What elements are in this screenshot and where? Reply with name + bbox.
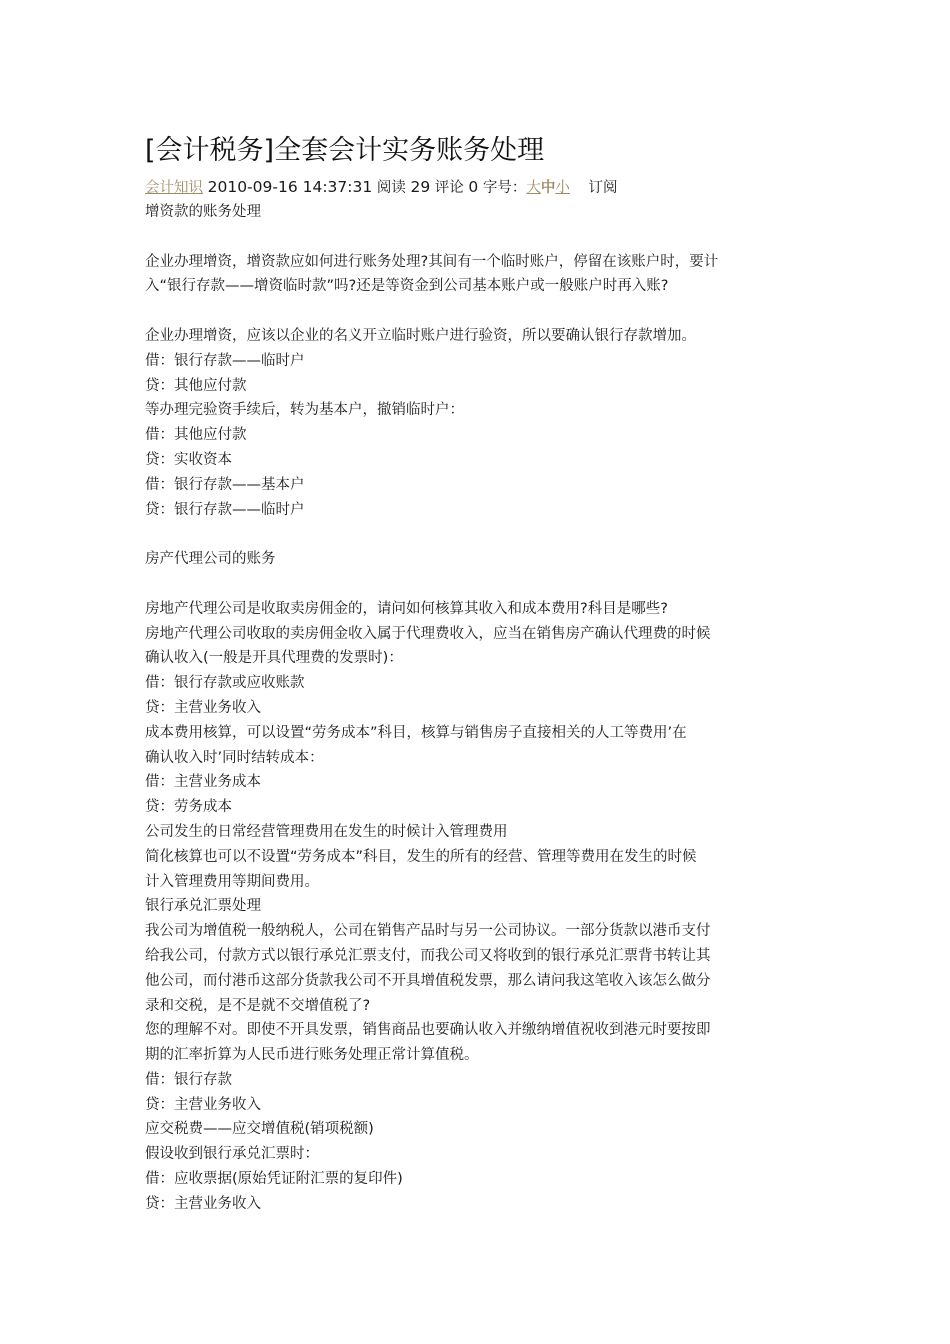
body-line: 贷：主营业务收入 xyxy=(145,1096,261,1113)
body-line: 公司发生的日常经营管理费用在发生的时候计入管理费用 xyxy=(145,823,508,840)
article-title: [会计税务]全套会计实务账务处理 xyxy=(145,135,545,166)
body-line: 等办理完验资手续后，转为基本户，撤销临时户： xyxy=(145,402,464,419)
body-line: 确认收入(一般是开具代理费的发票时)： xyxy=(145,650,403,667)
body-line: 借：主营业务成本 xyxy=(145,774,261,791)
body-line: 贷：其他应付款 xyxy=(145,377,247,394)
body-line: 借：银行存款 xyxy=(145,1071,232,1088)
section-heading: 银行承兑汇票处理 xyxy=(145,898,261,915)
body-line: 贷：主营业务收入 xyxy=(145,1195,261,1212)
section-heading: 房产代理公司的账务 xyxy=(145,551,276,568)
body-line: 贷：劳务成本 xyxy=(145,799,232,816)
body-line: 贷：银行存款——临时户 xyxy=(145,501,305,518)
article-body xyxy=(145,200,810,1217)
body-line: 计入管理费用等期间费用。 xyxy=(145,873,319,890)
body-line: 借：银行存款或应收账款 xyxy=(145,675,305,692)
body-line: 期的汇率折算为人民币进行账务处理正常计算值税。 xyxy=(145,1047,479,1064)
body-line: 他公司，而付港币这部分货款我公司不开具增值税发票，那么请问我这笔收入该怎么做分 xyxy=(145,972,711,989)
font-size-label: 字号： xyxy=(482,180,527,196)
comment-label: 评论 xyxy=(434,180,464,196)
body-line: 入“银行存款——增资临时款”吗?还是等资金到公司基本账户或一般账户时再入账? xyxy=(145,278,669,295)
blank-line xyxy=(145,299,810,324)
blank-line xyxy=(145,572,810,597)
body-line: 借：银行存款——基本户 xyxy=(145,476,305,493)
body-line: 假设收到银行承兑汇票时： xyxy=(145,1146,319,1163)
comment-count: 0 xyxy=(468,178,479,196)
body-line: 录和交税，是不是就不交增值税了? xyxy=(145,997,371,1014)
body-line: 企业办理增资，应该以企业的名义开立临时账户进行验资，所以要确认银行存款增加。 xyxy=(145,327,696,344)
font-size-mid-link[interactable]: 中 xyxy=(540,180,556,196)
body-line: 借：应收票据(原始凭证附汇票的复印件) xyxy=(145,1171,403,1188)
body-line: 应交税费——应交增值税(销项税额) xyxy=(145,1121,374,1138)
read-count: 29 xyxy=(410,178,431,196)
body-line: 您的理解不对。即使不开具发票，销售商品也要确认收入并缴纳增值祝收到港元时要按即 xyxy=(145,1022,711,1039)
blank-line xyxy=(145,225,810,250)
body-line: 简化核算也可以不设置“劳务成本”科目，发生的所有的经营、管理等费用在发生的时候 xyxy=(145,848,697,865)
body-line: 房地产代理公司是收取卖房佣金的，请问如何核算其收入和成本费用?科目是哪些? xyxy=(145,600,668,617)
body-line: 成本费用核算，可以设置“劳务成本”科目，核算与销售房子直接相关的人工等费用’在 xyxy=(145,724,687,741)
article-meta xyxy=(145,176,618,199)
font-size-big-link[interactable]: 大 xyxy=(526,180,541,196)
body-line: 我公司为增值税一般纳税人，公司在销售产品时与另一公司协议。一部分货款以港币支付 xyxy=(145,923,711,940)
body-line: 借：银行存款——临时户 xyxy=(145,352,305,369)
post-datetime: 2010-09-16 14:37:31 xyxy=(207,178,373,196)
category-link[interactable]: 会计知识 xyxy=(145,180,203,196)
body-line: 确认收入时’同时结转成本： xyxy=(145,749,324,766)
body-line: 贷：主营业务收入 xyxy=(145,699,261,716)
body-line: 房地产代理公司收取的卖房佣金收入属于代理费收入，应当在销售房产确认代理费的时候 xyxy=(145,625,711,642)
body-line: 企业办理增资，增资款应如何进行账务处理?其间有一个临时账户，停留在该账户时，要计 xyxy=(145,253,719,270)
read-label: 阅读 xyxy=(376,180,406,196)
font-size-small-link[interactable]: 小 xyxy=(555,180,570,196)
subscribe-link[interactable]: 订阅 xyxy=(588,180,618,196)
body-line: 贷：实收资本 xyxy=(145,451,232,468)
section-heading: 增资款的账务处理 xyxy=(145,204,261,220)
body-line: 给我公司，付款方式以银行承兑汇票支付，而我公司又将收到的银行承兑汇票背书转让其 xyxy=(145,947,711,964)
blank-line xyxy=(145,522,810,547)
body-line: 借：其他应付款 xyxy=(145,427,247,444)
